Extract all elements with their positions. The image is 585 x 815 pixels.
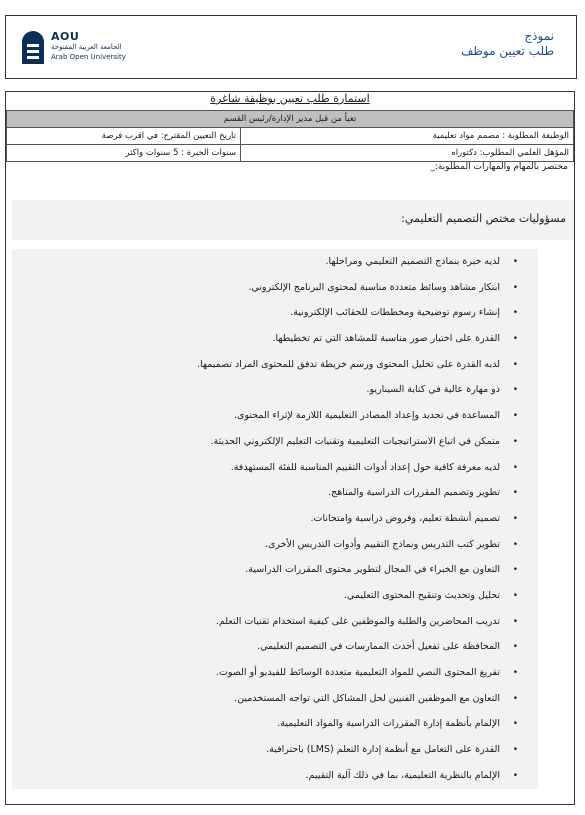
document-header [5,15,577,79]
list-item: • إنشاء رسوم توضيحية ومخططات للحقائب الإلكترونية. [290,307,518,319]
job-required-cell: الوظيفة المطلوبة : مصمم مواد تعليمية [241,128,574,145]
list-item: • لديه القدرة على تحليل المحتوى ورسم خريطة تدفق للمحتوى المراد تصميمها. [196,358,518,370]
list-item: • القدرة على اختيار صور مناسبة للمشاهد التي تم تخطيطها. [272,333,518,345]
summary-label: مختصر بالمهام والمهارات المطلوبة:_ [430,162,568,172]
responsibilities-header-box [12,200,574,240]
form-title: طلب تعيين موظف [460,44,554,58]
list-item: • تصميم أنشطة تعليم، وفروض دراسية وامتحانات. [310,512,518,524]
bullet-icon: • [512,282,518,293]
bullet-icon: • [512,616,518,627]
bullet-icon: • [512,745,518,756]
fill-note-cell: تعبأ من قبل مدير الإدارة/رئيس القسم [7,111,574,128]
job-info-table [6,110,574,162]
bullet-icon: • [512,257,518,267]
bullet-icon: • [512,488,518,499]
list-item: • ابتكار مشاهد وسائط متعددة مناسبة لمحتوى البرنامج الإلكتروني. [248,281,518,293]
bullet-icon: • [512,693,518,704]
bullet-icon: • [512,513,518,524]
list-item: • المساعدة في تحديد وإعداد المصادر التعليمية اللازمة لإثراء المحتوى. [234,410,518,422]
list-item: • التعاون مع الخبراء في المجال لتطوير محتوى المقررات الدراسية. [245,564,518,576]
bullet-icon: • [512,411,518,422]
list-item: • متمكن في اتباع الاستراتيجيات التعليمية وتقنيات التعليم الإلكتروني الحديثة. [210,435,518,447]
form-heading: استمارة طلب تعيين بوظيفة شاغرة [210,92,370,105]
list-item: • تحليل وتحديث وتنقيح المحتوى التعليمي. [343,589,518,601]
bullet-icon: • [512,308,518,319]
bullet-icon: • [512,436,518,447]
bullet-icon: • [512,334,518,345]
duties-list [38,255,518,794]
list-item: • المحافظة على تفعيل أحدث الممارسات في التصميم التعليمي. [257,641,518,653]
bullet-icon: • [512,719,518,730]
bullet-icon: • [512,462,518,473]
list-item: • تدريب المحاضرين والطلبة والموظفين على كيفية استخدام تقنيات التعلم. [215,615,518,627]
bullet-icon: • [512,770,518,781]
responsibilities-heading: مسؤوليات مختص التصميم التعليمي: [401,212,566,225]
list-item: • تطوير كتب التدريس ونماذج التقييم وأدوات التدريس الأخرى. [264,538,518,550]
form-label: نموذج [524,29,554,43]
bullet-icon: • [512,385,518,396]
logo-english-name: Arab Open University [51,53,126,61]
bullet-icon: • [512,359,518,370]
bullet-icon: • [512,565,518,576]
aou-logo-icon [20,30,46,64]
appointment-date-cell: تاريخ التعيين المقترح: في اقرب فرصة [7,128,241,145]
list-item: • ذو مهارة عالية في كتابة السيناريو. [366,384,518,396]
list-item: • التعاون مع الموظفين الفنيين لحل المشاكل التي تواجه المستخدمين. [234,692,518,704]
form-body [5,91,575,805]
bullet-icon: • [512,642,518,653]
logo-arabic-name: الجامعة العربية المفتوحة [51,43,122,51]
list-item: • الإلمام بالنظرية التعليمية، بما في ذلك آلية التقييم. [305,769,518,781]
list-item: • تطوير وتصميم المقررات الدراسية والمناهج. [328,487,518,499]
list-item: • لديه معرفة كافية حول إعداد أدوات التقييم المناسبة للفئة المستهدفة. [230,461,518,473]
university-logo [20,30,140,70]
list-item: • القدرة على التعامل مع أنظمة إدارة التعلم (LMS) باحترافية. [266,744,518,756]
logo-abbreviation: AOU [51,30,80,43]
duties-box [12,249,538,789]
bullet-icon: • [512,539,518,550]
list-item: • تفريغ المحتوى النصي للمواد التعليمية متعددة الوسائط للفيديو أو الصوت. [215,667,518,678]
qualification-cell: المؤهل العلمي المطلوب: دكتوراه [241,145,574,162]
experience-cell: سنوات الخبرة : 5 سنوات واكثر [7,145,241,162]
list-item: • الإلمام بأنظمة إدارة المقررات الدراسية والمواد التعليمية. [277,718,518,730]
bullet-icon: • [512,590,518,601]
list-item: • لديه خبرة بنماذج التصميم التعليمي ومراحلها. [325,256,518,267]
bullet-icon: • [512,668,518,678]
